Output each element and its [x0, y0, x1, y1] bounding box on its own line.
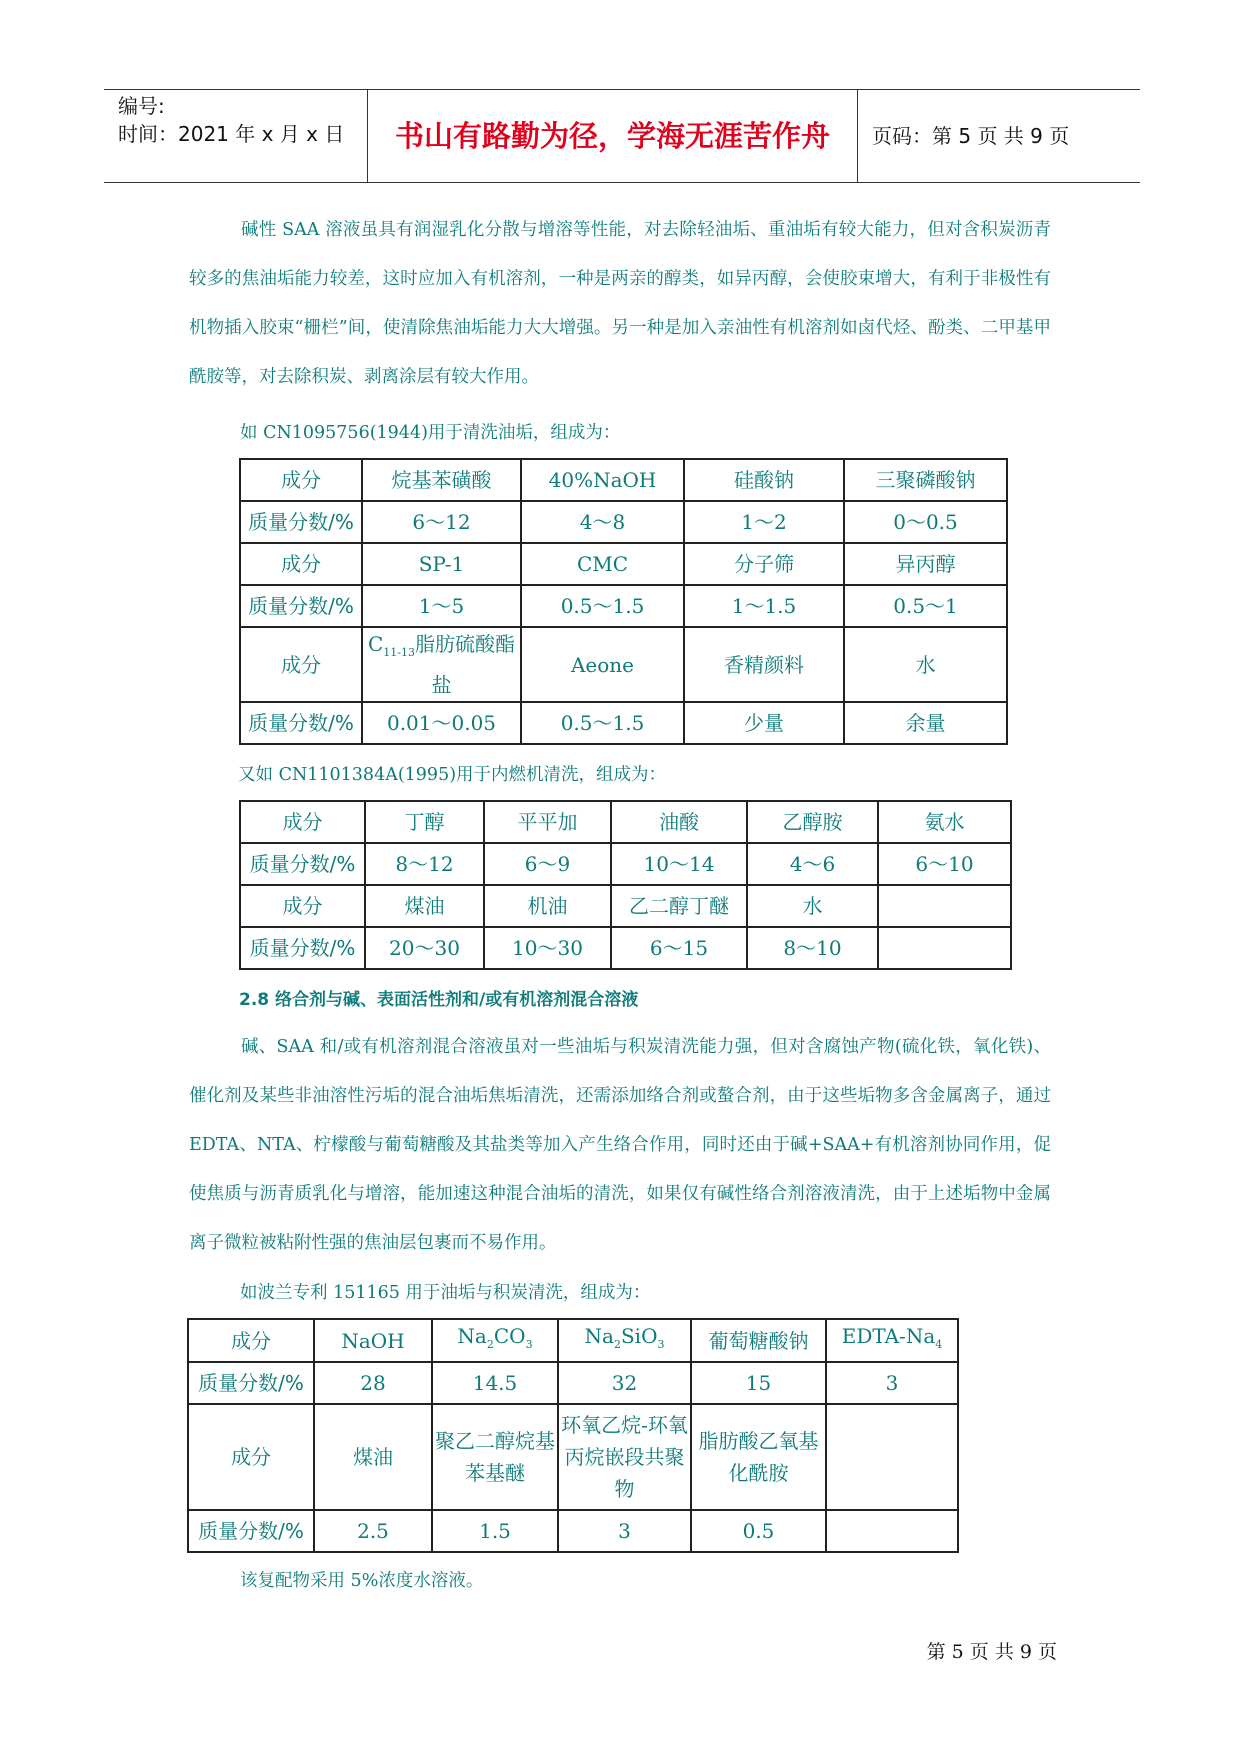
- table-cell: 1～1.5: [684, 585, 844, 627]
- table-cell: NaOH: [314, 1319, 432, 1362]
- table-cell: 成分: [240, 543, 362, 585]
- table-cell: SP-1: [362, 543, 521, 585]
- table-cell: 1.5: [432, 1510, 558, 1552]
- table-cell: 4～8: [521, 501, 684, 543]
- table-cell: 烷基苯磺酸: [362, 459, 521, 501]
- table-cell: 4～6: [747, 843, 878, 885]
- table-cell: [362, 627, 521, 702]
- table-cell: 0.5～1.5: [521, 585, 684, 627]
- table-row: [188, 1510, 958, 1552]
- table-cell: 14.5: [432, 1362, 558, 1404]
- header-page-label: 页码：第 5 页 共 9 页: [872, 124, 1070, 148]
- table-cell: 水: [747, 885, 878, 927]
- chemical-formula: C: [367, 632, 384, 656]
- table-cell: 2.5: [314, 1510, 432, 1552]
- chemical-formula: Na: [584, 1324, 614, 1348]
- table-cell: 1～2: [684, 501, 844, 543]
- table-cell: 10～14: [611, 843, 747, 885]
- table-cell: 28: [314, 1362, 432, 1404]
- table-row: [188, 1319, 958, 1362]
- table-cell: 葡萄糖酸钠: [691, 1319, 826, 1362]
- table-cell: 机油: [484, 885, 611, 927]
- formula-subscript: 3: [657, 1338, 665, 1351]
- table-cell: 8～10: [747, 927, 878, 969]
- table-cell: 余量: [844, 702, 1007, 744]
- chemical-formula: Na: [457, 1324, 487, 1348]
- table-row: [240, 702, 1007, 744]
- table-cell: 少量: [684, 702, 844, 744]
- formula-subscript: 2: [613, 1338, 621, 1351]
- header-motto: 书山有路勤为径，学海无涯苦作舟: [394, 119, 830, 153]
- dilution-note: 该复配物采用 5%浓度水溶液。: [240, 1571, 484, 1591]
- table-cell: 环氧乙烷-环氧丙烷嵌段共聚物: [558, 1404, 691, 1510]
- table-cell: 脂肪酸乙氧基化酰胺: [691, 1404, 826, 1510]
- table-cell: 乙二醇丁醚: [611, 885, 747, 927]
- table-cell: 0.01～0.05: [362, 702, 521, 744]
- table-cell: 成分: [240, 459, 362, 501]
- formula-subscript: 11-13: [383, 646, 416, 659]
- formula-subscript: 3: [525, 1338, 533, 1351]
- table-cell: 3: [558, 1510, 691, 1552]
- table-cell: 质量分数/%: [188, 1362, 314, 1404]
- table-cell: 成分: [240, 885, 365, 927]
- table-cell: 成分: [188, 1319, 314, 1362]
- table-row: [240, 627, 1007, 702]
- chemical-formula: CO: [493, 1324, 526, 1348]
- table-cell: 0.5～1.5: [521, 702, 684, 744]
- table-row: [188, 1404, 958, 1510]
- table-cell: 质量分数/%: [240, 501, 362, 543]
- table-cell: 氨水: [878, 801, 1011, 843]
- table-cell: 10～30: [484, 927, 611, 969]
- page-header: [104, 89, 1140, 183]
- table-cell: CMC: [521, 543, 684, 585]
- table-row: [240, 801, 1011, 843]
- page-footer: 第 5 页 共 9 页: [926, 1641, 1057, 1663]
- table-cell: Aeone: [521, 627, 684, 702]
- table-cell: 聚乙二醇烷基苯基醚: [432, 1404, 558, 1510]
- table-row: [240, 585, 1007, 627]
- chemical-formula: EDTA-Na: [841, 1324, 936, 1348]
- table-cell: 8～12: [365, 843, 484, 885]
- table-row: [240, 543, 1007, 585]
- table-cell: 3: [826, 1362, 958, 1404]
- document-number-label: 编号:: [118, 94, 165, 118]
- table-cell: 0～0.5: [844, 501, 1007, 543]
- table-cell: 煤油: [365, 885, 484, 927]
- table-cell: 成分: [240, 801, 365, 843]
- table-cell: 40%NaOH: [521, 459, 684, 501]
- table-cell: 15: [691, 1362, 826, 1404]
- paragraph-chelating-agents: 碱、SAA 和/或有机溶剂混合溶液虽对一些油垢与积炭清洗能力强，但对含腐蚀产物(硫化铁，氧化铁)、催化剂及某些非油溶性污垢的混合油垢焦垢清洗，还需添加络合剂或螯合剂，由于这些垢物多含金属离子，通过 EDTA、NTA、柠檬酸与葡萄糖酸及其盐类等加入产生络合作用，同时还由于碱+SAA+有机溶剂协同作用，促使焦质与沥青质乳化与增溶，能加速这种混合油垢的清洗，如果仅有碱性络合剂溶液清洗，由于上述垢物中金属离子微粒被粘附性强的焦油层包裹而不易作用。: [189, 1037, 1051, 1253]
- composition-table-3: [187, 1318, 959, 1553]
- table-cell: 香精颜料: [684, 627, 844, 702]
- table-cell: [878, 927, 1011, 969]
- formula-subscript: 4: [935, 1338, 943, 1351]
- table-cell: 水: [844, 627, 1007, 702]
- table-cell: [826, 1319, 958, 1362]
- header-meta: [118, 92, 366, 148]
- table-cell: 质量分数/%: [240, 843, 365, 885]
- table-cell: 6～12: [362, 501, 521, 543]
- table-cell: 成分: [240, 627, 362, 702]
- table2-intro: 又如 CN1101384A(1995)用于内燃机清洗，组成为：: [238, 765, 667, 785]
- table-cell: 6～10: [878, 843, 1011, 885]
- table-cell: 20～30: [365, 927, 484, 969]
- table-cell: [558, 1319, 691, 1362]
- table-cell: 质量分数/%: [240, 702, 362, 744]
- table-row: [240, 885, 1011, 927]
- header-divider: [857, 90, 858, 182]
- table-cell: 6～9: [484, 843, 611, 885]
- table-cell: 异丙醇: [844, 543, 1007, 585]
- composition-table-1: [239, 458, 1008, 745]
- chemical-formula: SiO: [620, 1324, 658, 1348]
- chemical-name: 脂肪硫酸酯盐: [415, 632, 516, 697]
- paragraph-organic-solvents: 碱性 SAA 溶液虽具有润湿乳化分散与增溶等性能，对去除轻油垢、重油垢有较大能力，但对含积炭沥青较多的焦油垢能力较差，这时应加入有机溶剂，一种是两亲的醇类，如异丙醇，会使胶束增大，有利于非极性有机物插入胶束“栅栏”间，使清除焦油垢能力大大增强。另一种是加入亲油性有机溶剂如卤代烃、酚类、二甲基甲酰胺等，对去除积炭、剥离涂层有较大作用。: [189, 220, 1051, 387]
- table-cell: [826, 1404, 958, 1510]
- table-cell: 6～15: [611, 927, 747, 969]
- table-cell: 质量分数/%: [240, 585, 362, 627]
- document-time-label: 时间：2021 年 x 月 x 日: [118, 122, 345, 146]
- table-row: [240, 843, 1011, 885]
- table-cell: [432, 1319, 558, 1362]
- table-cell: [878, 885, 1011, 927]
- table3-intro: 如波兰专利 151165 用于油垢与积炭清洗，组成为：: [240, 1283, 651, 1303]
- table-cell: [826, 1510, 958, 1552]
- table-cell: 0.5～1: [844, 585, 1007, 627]
- table-cell: 丁醇: [365, 801, 484, 843]
- table-row: [240, 459, 1007, 501]
- table-cell: 乙醇胺: [747, 801, 878, 843]
- table-cell: 成分: [188, 1404, 314, 1510]
- table-cell: 质量分数/%: [240, 927, 365, 969]
- table-cell: 分子筛: [684, 543, 844, 585]
- table-row: [240, 501, 1007, 543]
- table1-intro: 如 CN1095756(1944)用于清洗油垢，组成为：: [240, 423, 621, 443]
- table-cell: 煤油: [314, 1404, 432, 1510]
- composition-table-2: [239, 800, 1012, 970]
- table-row: [240, 927, 1011, 969]
- table-cell: 0.5: [691, 1510, 826, 1552]
- table-cell: 1～5: [362, 585, 521, 627]
- table-cell: 油酸: [611, 801, 747, 843]
- table-row: [188, 1362, 958, 1404]
- table-cell: 32: [558, 1362, 691, 1404]
- table-cell: 平平加: [484, 801, 611, 843]
- table-cell: 质量分数/%: [188, 1510, 314, 1552]
- section-title: 2.8 络合剂与碱、表面活性剂和/或有机溶剂混合溶液: [239, 990, 639, 1010]
- table-cell: 硅酸钠: [684, 459, 844, 501]
- formula-subscript: 2: [486, 1338, 494, 1351]
- table-cell: 三聚磷酸钠: [844, 459, 1007, 501]
